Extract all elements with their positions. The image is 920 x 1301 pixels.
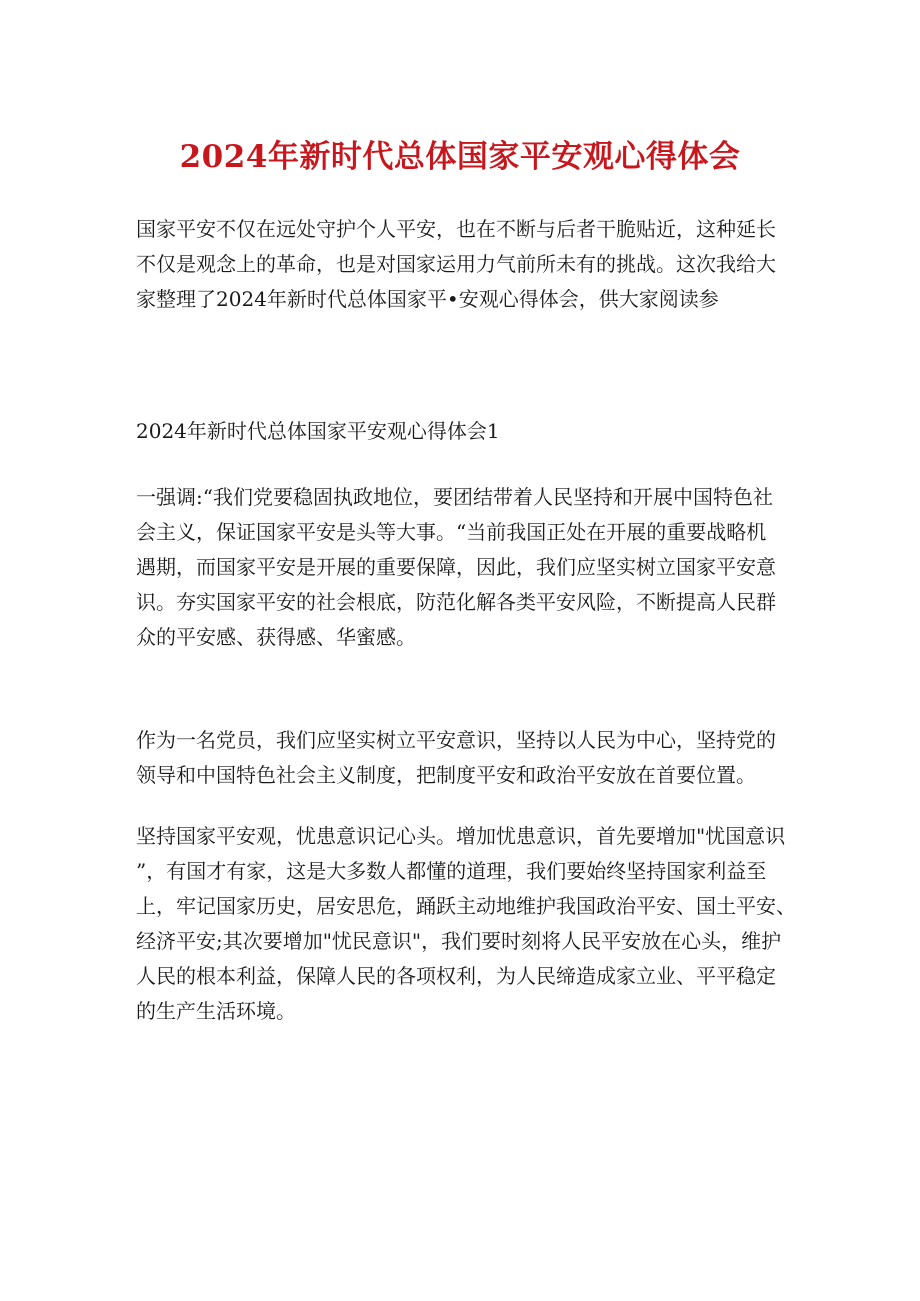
paragraph-line: 经济平安;其次要增加"忧民意识"，我们要时刻将人民平安放在心头，维护 bbox=[136, 929, 782, 953]
paragraph-line: 一强调:“我们党要稳固执政地位，要团结带着人民坚持和开展中国特色社 bbox=[136, 485, 773, 509]
paragraph-line: 的生产生活环境。 bbox=[136, 999, 296, 1023]
intro-line: 不仅是观念上的革命，也是对国家运用力气前所未有的挑战。这次我给大 bbox=[136, 252, 776, 276]
paragraph-line: 会主义，保证国家平安是头等大事。“当前我国正处在开展的重要战略机 bbox=[136, 520, 767, 544]
paragraph-1 bbox=[136, 480, 804, 655]
paragraph-line: 众的平安感、获得感、华蜜感。 bbox=[136, 625, 416, 649]
intro-line: 家整理了2024年新时代总体国家平•安观心得体会，供大家阅读参 bbox=[136, 287, 719, 311]
paragraph-line: 坚持国家平安观，忧患意识记心头。增加忧患意识，首先要增加"忧国意识 bbox=[136, 824, 786, 848]
paragraph-line: ”，有国才有家，这是大多数人都懂的道理，我们要始终坚持国家利益至 bbox=[136, 859, 767, 883]
paragraph-line: 遇期，而国家平安是开展的重要保障，因此，我们应坚实树立国家平安意 bbox=[136, 555, 776, 579]
paragraph-3 bbox=[136, 819, 804, 1029]
paragraph-2 bbox=[136, 723, 804, 793]
paragraph-line: 上，牢记国家历史，居安思危，踊跃主动地维护我国政治平安、国土平安、 bbox=[136, 894, 796, 918]
intro-paragraph bbox=[136, 212, 804, 317]
paragraph-line: 人民的根本利益，保障人民的各项权利，为人民缔造成家立业、平平稳定 bbox=[136, 964, 776, 988]
paragraph-line: 作为一名党员，我们应坚实树立平安意识，坚持以人民为中心，坚持党的 bbox=[136, 728, 776, 752]
intro-line: 国家平安不仅在远处守护个人平安，也在不断与后者干脆贴近，这种延长 bbox=[136, 217, 776, 241]
document-title: 2024年新时代总体国家平安观心得体会 bbox=[179, 139, 741, 175]
section-heading: 2024年新时代总体国家平安观心得体会1 bbox=[136, 419, 500, 443]
paragraph-line: 领导和中国特色社会主义制度，把制度平安和政治平安放在首要位置。 bbox=[136, 763, 756, 787]
paragraph-line: 识。夯实国家平安的社会根底，防范化解各类平安风险，不断提高人民群 bbox=[136, 590, 776, 614]
